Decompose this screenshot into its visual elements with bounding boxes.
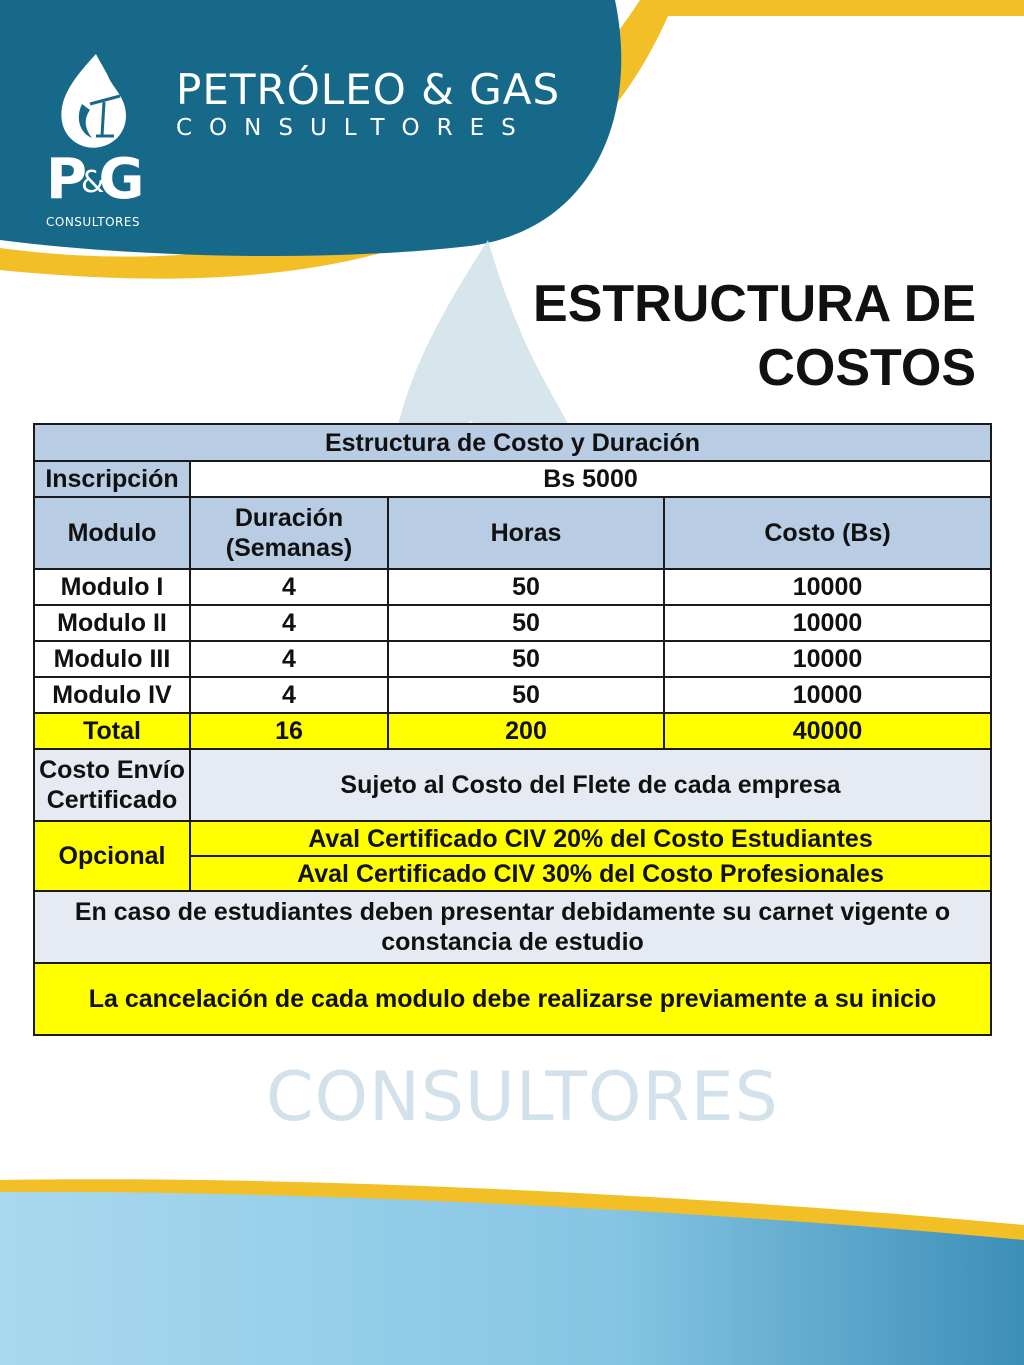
total-duracion: 16 [190,713,388,749]
logo-caption: CONSULTORES [46,215,141,229]
table-row [34,677,991,713]
table-row [34,641,991,677]
header-modulo: Modulo [34,497,190,569]
inscripcion-label: Inscripción [34,461,190,497]
table-title-row [34,424,991,461]
opcional-row [34,821,991,856]
cell-costo: 10000 [664,677,991,713]
cell-costo: 10000 [664,641,991,677]
payment-note: La cancelación de cada modulo debe realizarse previamente a su inicio [34,963,991,1035]
logo-ampersand: & [81,165,103,200]
header-duracion: Duración (Semanas) [190,497,388,569]
total-horas: 200 [388,713,664,749]
cell-horas: 50 [388,641,664,677]
cell-costo: 10000 [664,605,991,641]
payment-note-row [34,963,991,1035]
cell-modulo: Modulo II [34,605,190,641]
envio-value: Sujeto al Costo del Flete de cada empresa [190,749,991,821]
column-header-row [34,497,991,569]
cell-duracion: 4 [190,605,388,641]
students-note: En caso de estudiantes deben presentar debidamente su carnet vigente o constancia de estudio [34,891,991,963]
table-row [34,569,991,605]
cell-modulo: Modulo I [34,569,190,605]
watermark-text: CONSULTORES [266,1058,779,1137]
envio-row [34,749,991,821]
cell-horas: 50 [388,605,664,641]
brand-text [176,65,561,142]
cell-duracion: 4 [190,569,388,605]
table-title: Estructura de Costo y Duración [34,424,991,461]
brand-subtitle: CONSULTORES [176,115,533,141]
logo-monogram [46,147,143,213]
flame-pumpjack-logo-icon [52,52,134,152]
page-title: ESTRUCTURA DE COSTOS [533,275,976,397]
cell-modulo: Modulo IV [34,677,190,713]
opcional-label: Opcional [34,821,190,891]
inscripcion-value: Bs 5000 [190,461,991,497]
logo-letter-g: G [98,147,143,212]
brand-name: PETRÓLEO & GAS [176,65,561,114]
cell-costo: 10000 [664,569,991,605]
cell-horas: 50 [388,569,664,605]
cell-modulo: Modulo III [34,641,190,677]
opcional-item: Aval Certificado CIV 30% del Costo Profesionales [190,856,991,891]
envio-label: Costo Envío Certificado [34,749,190,821]
logo-letter-p: P [46,147,86,212]
cell-horas: 50 [388,677,664,713]
cost-structure-table [33,423,992,1036]
total-costo: 40000 [664,713,991,749]
total-row [34,713,991,749]
cell-duracion: 4 [190,677,388,713]
inscripcion-row [34,461,991,497]
opcional-item: Aval Certificado CIV 20% del Costo Estudiantes [190,821,991,856]
header-horas: Horas [388,497,664,569]
table-row [34,605,991,641]
students-note-row [34,891,991,963]
total-label: Total [34,713,190,749]
header-costo: Costo (Bs) [664,497,991,569]
cell-duracion: 4 [190,641,388,677]
